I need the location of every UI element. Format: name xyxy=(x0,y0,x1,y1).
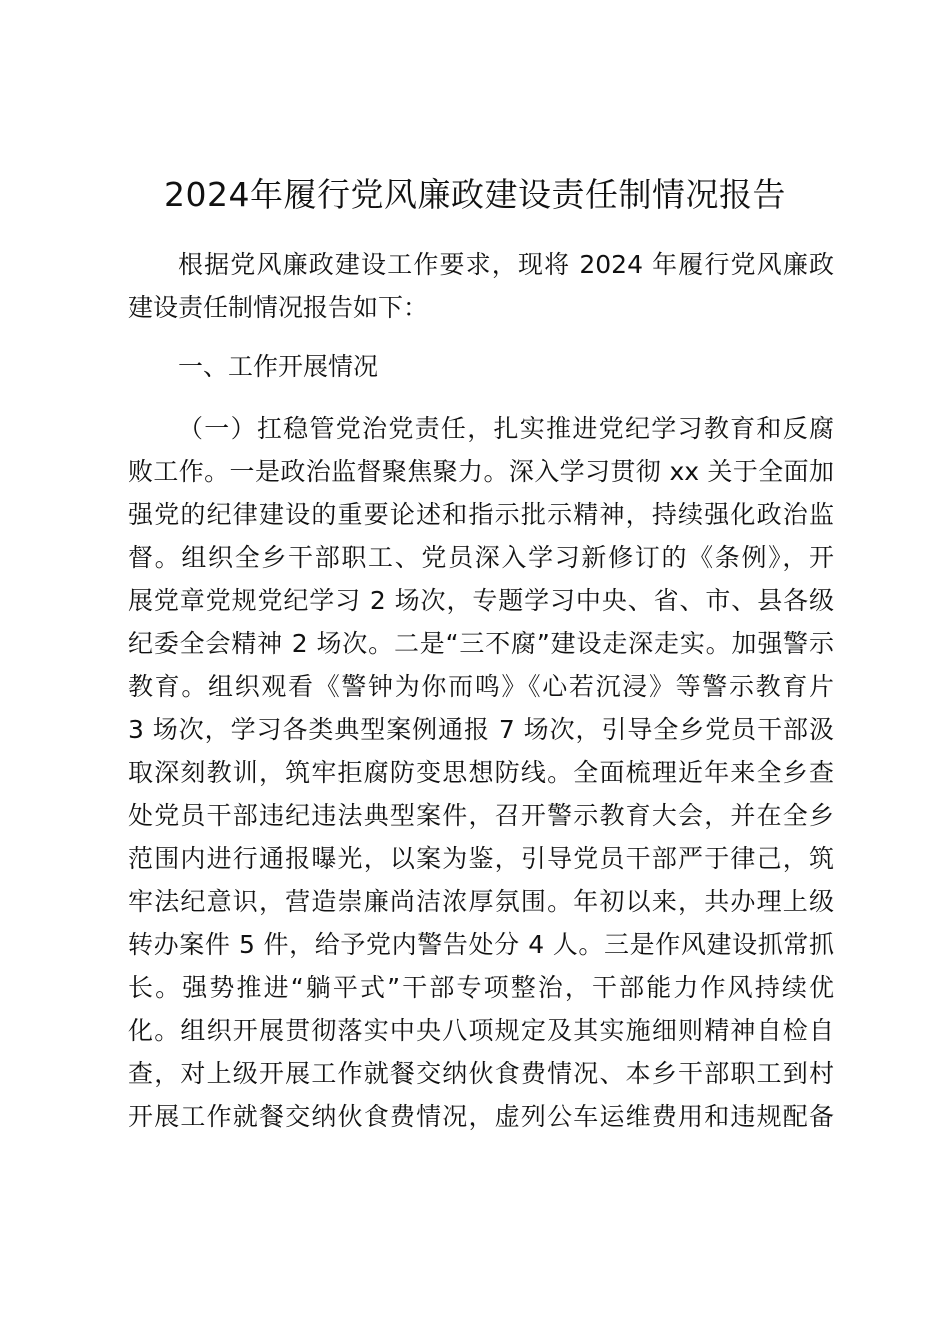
body-line: 败工作。一是政治监督聚焦聚力。深入学习贯彻 xx 关于全面加 xyxy=(128,457,834,486)
section-heading: 一、工作开展情况 xyxy=(178,352,379,381)
document-title: 2024年履行党风廉政建设责任制情况报告 xyxy=(164,175,786,214)
body-line: 展党章党规党纪学习 2 场次，专题学习中央、省、市、县各级 xyxy=(128,586,834,615)
body-line: 纪委全会精神 2 场次。二是“三不腐”建设走深走实。加强警示 xyxy=(128,629,834,658)
intro-line-1: 根据党风廉政建设工作要求，现将 2024 年履行党风廉政 xyxy=(178,250,834,279)
body-line: 强党的纪律建设的重要论述和指示批示精神，持续强化政治监 xyxy=(128,500,834,529)
body-line: 处党员干部违纪违法典型案件，召开警示教育大会，并在全乡 xyxy=(128,801,834,830)
body-line: 开展工作就餐交纳伙食费情况，虚列公车运维费用和违规配备 xyxy=(128,1102,834,1131)
body-line: 转办案件 5 件，给予党内警告处分 4 人。三是作风建设抓常抓 xyxy=(128,930,834,959)
intro-line-2: 建设责任制情况报告如下： xyxy=(128,293,429,322)
body-line: 3 场次，学习各类典型案例通报 7 场次，引导全乡党员干部汲 xyxy=(128,715,834,744)
body-line: 牢法纪意识，营造崇廉尚洁浓厚氛围。年初以来，共办理上级 xyxy=(128,887,834,916)
body-line: （一）扛稳管党治党责任，扎实推进党纪学习教育和反腐 xyxy=(178,414,834,443)
body-line: 查，对上级开展工作就餐交纳伙食费情况、本乡干部职工到村 xyxy=(128,1059,834,1088)
body-line: 长。强势推进“躺平式”干部专项整治，干部能力作风持续优 xyxy=(128,973,834,1002)
body-line: 教育。组织观看《警钟为你而鸣》《心若沉浸》等警示教育片 xyxy=(128,672,834,701)
body-line: 督。组织全乡干部职工、党员深入学习新修订的《条例》，开 xyxy=(128,543,834,572)
body-line: 取深刻教训，筑牢拒腐防变思想防线。全面梳理近年来全乡查 xyxy=(128,758,834,787)
body-line: 化。组织开展贯彻落实中央八项规定及其实施细则精神自检自 xyxy=(128,1016,834,1045)
body-line: 范围内进行通报曝光，以案为鉴，引导党员干部严于律己，筑 xyxy=(128,844,834,873)
